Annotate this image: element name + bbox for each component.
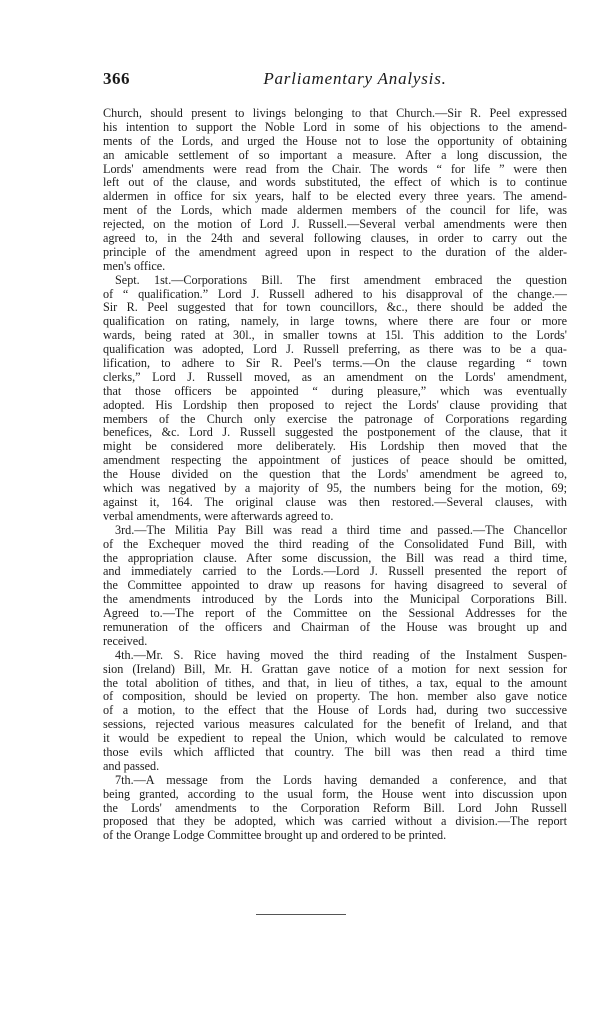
text-line: sessions, rejected various measures calculated for the benefit of Ireland, and that [103, 717, 567, 732]
text-line: proposed that they be adopted, which was carried without a division.—The report [103, 814, 567, 829]
page-header [103, 69, 567, 91]
text-line: of a motion, to the effect that the House of Lords had, during two successive [103, 703, 567, 718]
text-line: principle of the amendment agreed upon in respect to the duration of the alder- [103, 244, 567, 259]
text-line: the Committee appointed to draw up reasons for having disagreed to several of [103, 578, 567, 593]
text-line: of “ qualification.” Lord J. Russell adhered to his disapproval of the change.— [103, 286, 567, 301]
text-line: the total abolition of tithes, and that, in lieu of tithes, a tax, equal to the amount [103, 675, 567, 690]
text-line: lification, to adhere to Sir R. Peel's terms.—On the clause regarding “ town [103, 356, 567, 371]
text-line: remuneration of the officers and Chairman of the House was brought up and [103, 619, 567, 634]
text-line: clerks,” Lord J. Russell moved, as an amendment on the Lords' amendment, [103, 369, 567, 384]
text-line: ments of the Lords, and urged the House not to lose the opportunity of obtaining [103, 133, 567, 148]
text-line: ment of the Lords, which made aldermen members of the council for life, was [103, 203, 567, 218]
text-line: Agreed to.—The report of the Committee on the Sessional Addresses for the [103, 606, 567, 621]
text-line: and immediately carried to the Lords.—Lord J. Russell presented the report of [103, 564, 567, 579]
text-line: Sept. 1st.—Corporations Bill. The first amendment embraced the question [115, 272, 567, 287]
text-line: of the Exchequer moved the third reading of the Consolidated Fund Bill, with [103, 536, 567, 551]
text-line: verbal amendments, were afterwards agreed to. [103, 508, 334, 523]
text-line: the amendments introduced by the Lords into the Municipal Corporations Bill. [103, 592, 567, 607]
text-line: the appropriation clause. After some discussion, the Bill was read a third time, [103, 550, 567, 565]
page-number: 366 [103, 69, 130, 88]
text-line: that those officers be appointed “ during pleasure,” which was eventually [103, 383, 567, 398]
text-line: it would be expedient to repeal the Union, which would be calculated to remove [103, 731, 567, 746]
text-line: members of the Church only exercise the patronage of Corporations regarding [103, 411, 567, 426]
text-line: adopted. His Lordship then proposed to reject the Lords' clause providing that [103, 397, 567, 412]
text-line: 7th.—A message from the Lords having demanded a conference, and that [115, 772, 567, 787]
text-line: Church, should present to livings belonging to that Church.—Sir R. Peel expressed [103, 106, 567, 120]
text-line: 4th.—Mr. S. Rice having moved the third reading of the Instalment Suspen- [115, 647, 567, 662]
text-line: of composition, should be levied on property. The hon. member also gave notice [103, 689, 567, 704]
text-line: against it, 164. The original clause was then restored.—Several clauses, with [103, 494, 567, 509]
text-line: and passed. [103, 758, 160, 773]
text-line: men's office. [103, 258, 166, 273]
text-line: amendment respecting the appointment of justices of peace should be omitted, [103, 453, 567, 468]
text-line: sion (Ireland) Bill, Mr. H. Grattan gave notice of a motion for next session for [103, 661, 567, 676]
text-line: wards, being rated at 30l., in smaller towns at 15l. This addition to the Lords' [103, 328, 567, 343]
text-line: aldermen in office for six years, half to be elected every three years. The amend- [103, 189, 567, 204]
text-line: an amicable settlement of so important a measure. After a long discussion, the [103, 147, 567, 162]
text-line: Sir R. Peel suggested that for town councillors, &c., there should be added the [103, 300, 567, 315]
text-line: 3rd.—The Militia Pay Bill was read a third time and passed.—The Chancellor [115, 522, 567, 537]
text-line: those evils which afflicted that country. The bill was then read a third time [103, 744, 567, 759]
text-line: qualification was adopted, Lord J. Russell preferring, as there was to be a qua- [103, 342, 567, 357]
text-line: qualification on rating, namely, in large towns, where there are four or more [103, 314, 567, 329]
text-line: of the Orange Lodge Committee brought up and ordered to be printed. [103, 828, 447, 843]
text-line: left out of the clause, and words substituted, the effect of which is to continue [103, 175, 567, 190]
body-text [103, 107, 567, 843]
text-line: which was negatived by a majority of 95, the numbers being for the motion, 69; [103, 481, 567, 496]
text-line: might be considered more deliberately. His Lordship then moved that the [103, 439, 567, 454]
text-line: his intention to support the Noble Lord in some of his objections to the amend- [103, 119, 567, 134]
text-line: received. [103, 633, 148, 648]
running-title: Parliamentary Analysis. [263, 69, 447, 88]
text-line: rejected, on the motion of Lord J. Russell.—Several verbal amendments were then [103, 217, 567, 232]
text-line: agreed to, in the 24th and several following clauses, in order to carry out the [103, 231, 567, 246]
text-line: benefices, &c. Lord J. Russell suggested the postponement of the clause, that it [103, 425, 567, 440]
text-line: the House divided on the question that the Lords' amendment be agreed to, [103, 467, 567, 482]
text-line: being granted, according to the usual form, the House went into discussion upon [103, 786, 567, 801]
text-line: Lords' amendments were read from the Chair. The words “ for life ” were then [103, 161, 567, 176]
text-line: the Lords' amendments to the Corporation Reform Bill. Lord John Russell [103, 800, 567, 815]
end-rule [256, 914, 346, 915]
